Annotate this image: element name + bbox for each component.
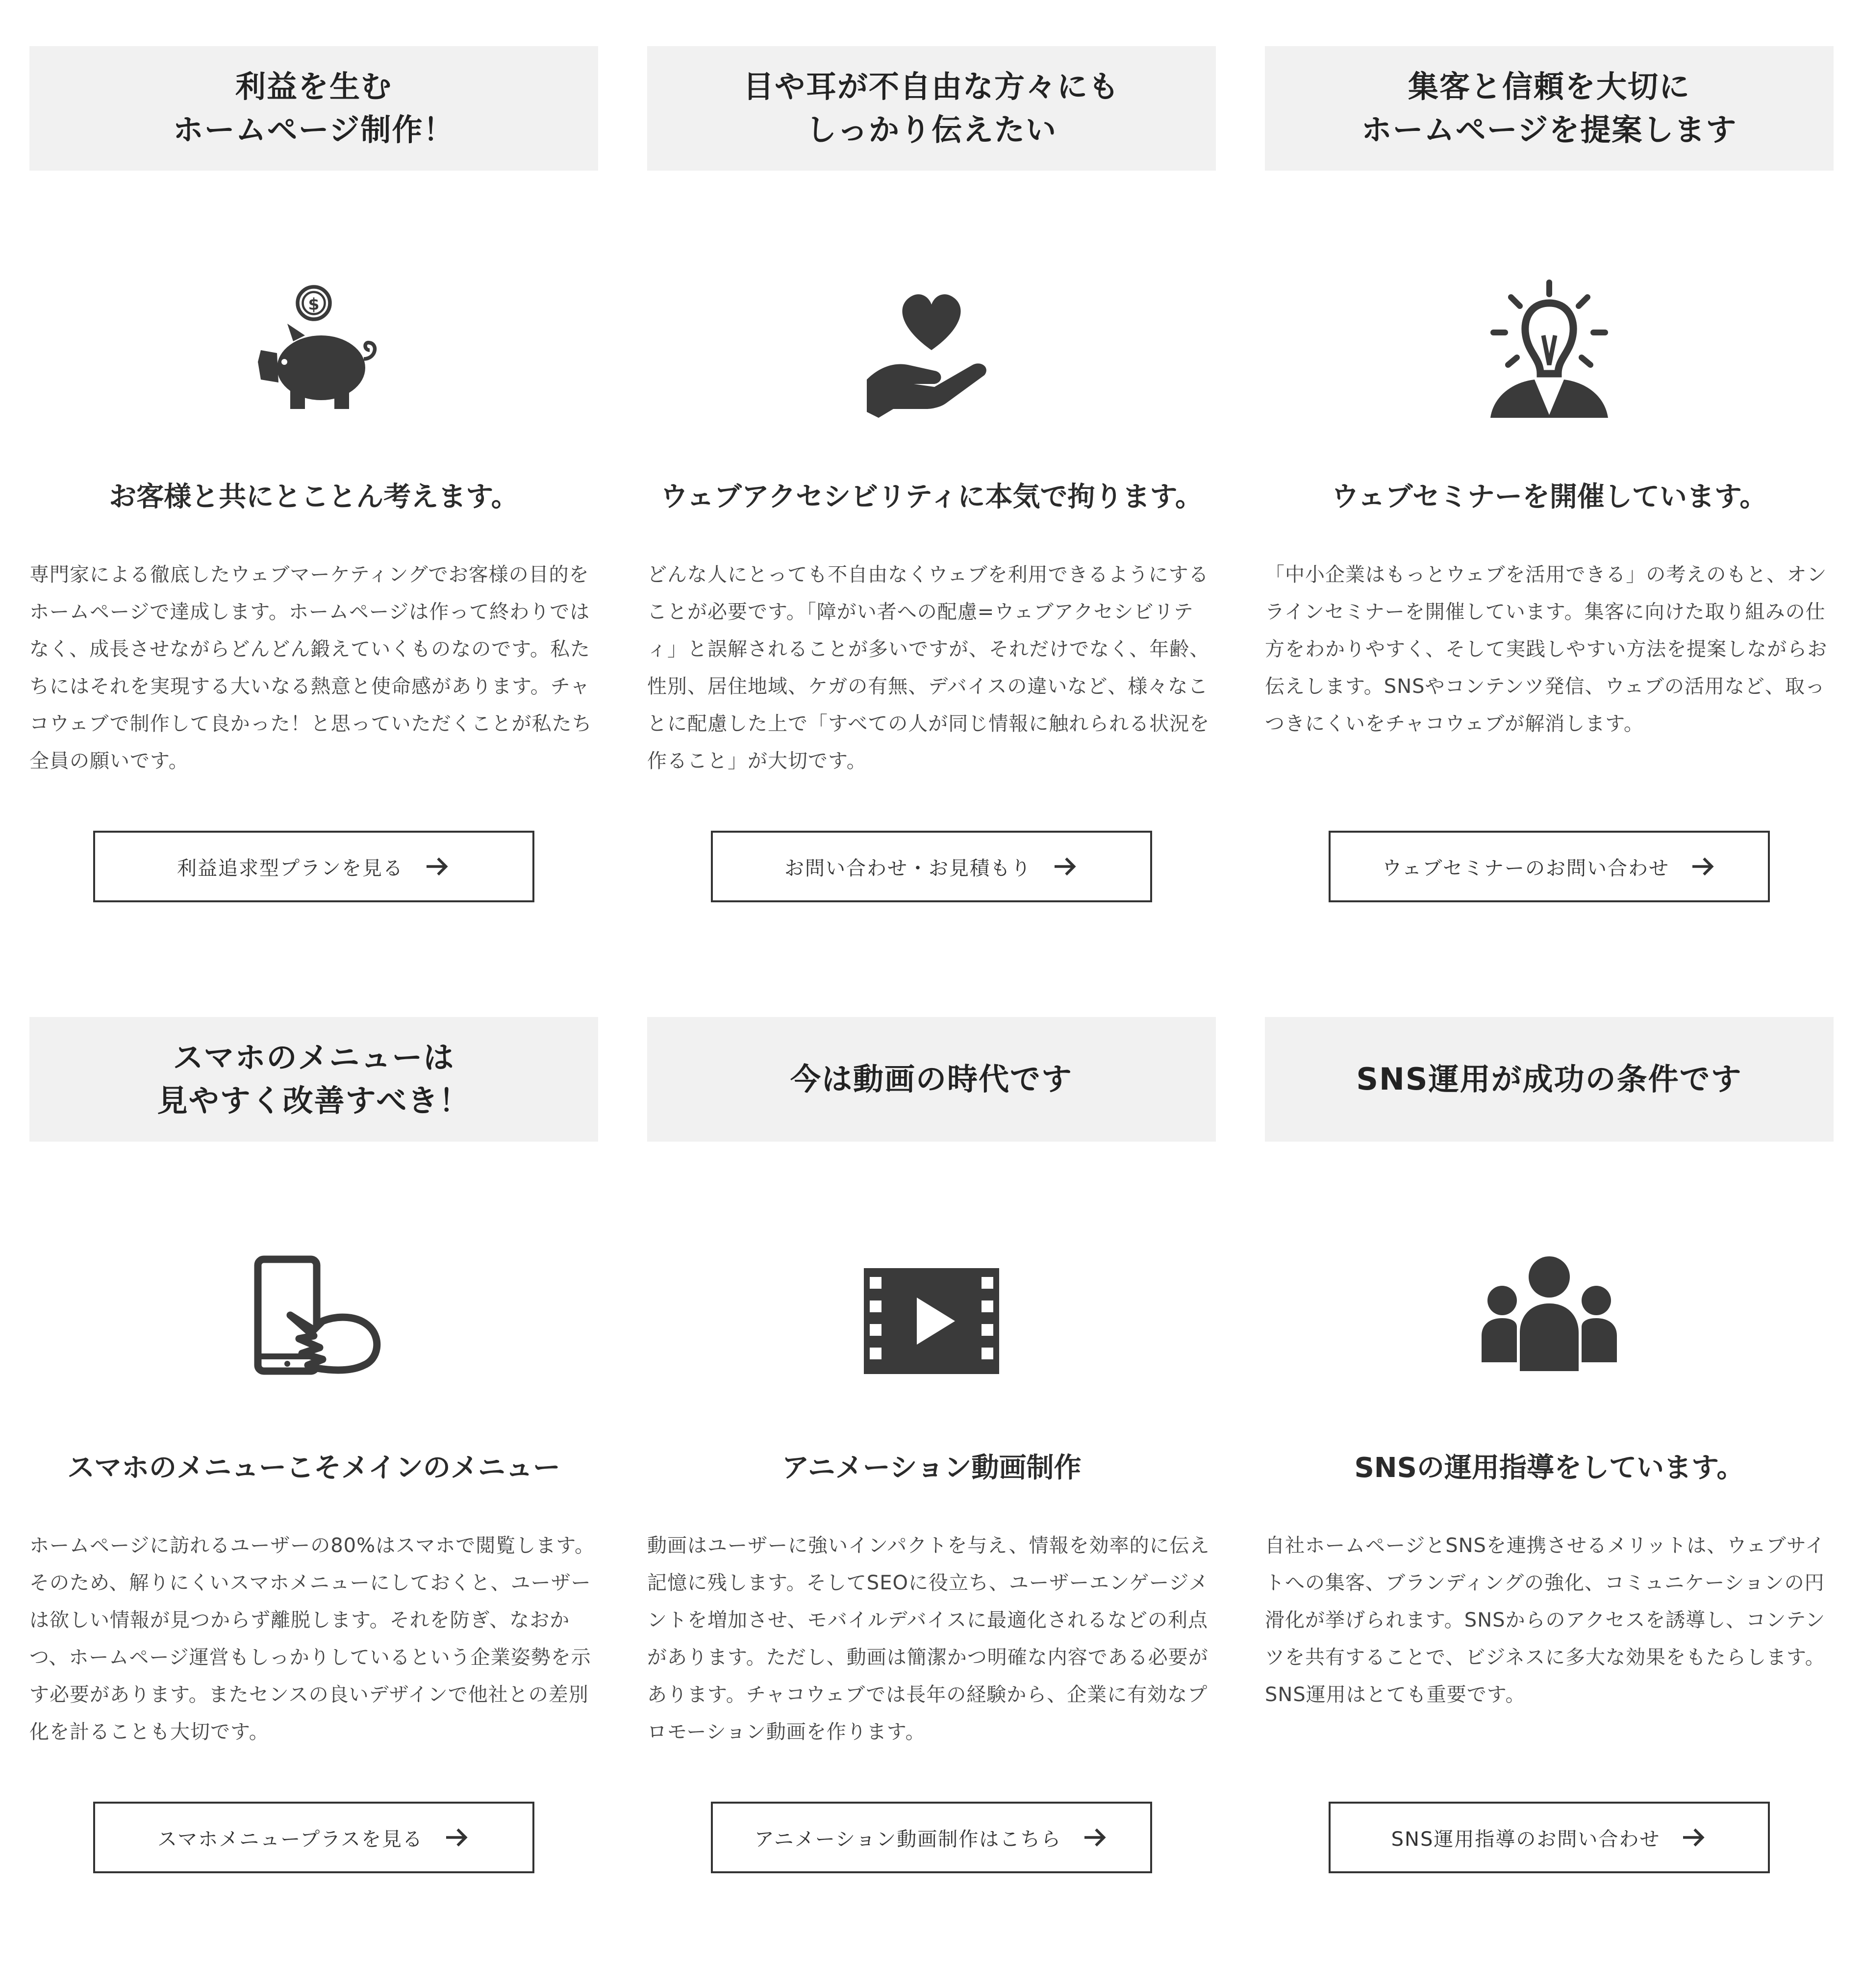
- arrow-right-icon: [1051, 853, 1079, 880]
- card-header: [647, 1017, 1216, 1142]
- card-body-text: 動画はユーザーに強いインパクトを与え、情報を効率的に伝え記憶に残します。そしてSEOに役立ち、ユーザーエンゲージメントを増加させ、モバイルデバイスに最適化されるなどの利点があります。ただし、動画は簡潔かつ明確な内容である必要があります。チャコウェブでは長年の経験から、企業に有効なプロモーション動画を作ります。: [647, 1534, 1210, 1743]
- video-film-icon: [833, 1223, 1030, 1419]
- animation-video-button[interactable]: [711, 1802, 1152, 1873]
- arrow-right-icon: [1689, 853, 1716, 880]
- contact-estimate-button[interactable]: [711, 831, 1152, 902]
- card-heading: 集客と信頼を大切に ホームページを提案します: [1361, 69, 1737, 148]
- arrow-right-icon: [1081, 1824, 1108, 1851]
- button-label: スマホメニュープラスを見る: [157, 1828, 423, 1851]
- button-label: アニメーション動画制作はこちら: [754, 1828, 1062, 1851]
- piggy-bank-icon: [216, 252, 412, 448]
- feature-card-webinar: [1265, 46, 1834, 1017]
- card-body-text: 「中小企業はもっとウェブを活用できる」の考えのもと、オンラインセミナーを開催しています。集客に向けた取り組みの仕方をわかりやすく、そして実践しやすい方法を提案しながらお伝えします。SNSやコンテンツ発信、ウェブの活用など、取っつきにくいをチャコウェブが解消します。: [1265, 563, 1828, 735]
- feature-card-accessibility: [647, 46, 1216, 1017]
- smartphone-menu-plus-button[interactable]: [93, 1802, 534, 1873]
- webinar-contact-button[interactable]: [1329, 831, 1770, 902]
- card-heading: 目や耳が不自由な方々にも しっかり伝えたい: [743, 69, 1120, 148]
- arrow-right-icon: [423, 853, 451, 880]
- card-heading: スマホのメニューは 見やすく改善すべき！: [157, 1040, 471, 1119]
- sns-guidance-button[interactable]: [1329, 1802, 1770, 1873]
- card-heading: 今は動画の時代です: [790, 1061, 1073, 1097]
- card-header: [29, 1017, 598, 1142]
- card-subheading: お客様と共にとことん考えます。: [109, 481, 519, 513]
- card-body-text: 専門家による徹底したウェブマーケティングでお客様の目的をホームページで達成します。ホームページは作って終わりではなく、成長させながらどんどん鍛えていくものなのです。私たちにはそれを実現する大いなる熱意と使命感があります。チャコウェブで制作して良かった！と思っていただくことが私たち全員の願いです。: [29, 563, 592, 772]
- card-heading: 利益を生む ホームページ制作！: [173, 69, 455, 148]
- arrow-right-icon: [443, 1824, 470, 1851]
- feature-card-video: [647, 1017, 1216, 1988]
- feature-card-sns: [1265, 1017, 1834, 1988]
- card-body-text: どんな人にとっても不自由なくウェブを利用できるようにすることが必要です。「障がい者への配慮=ウェブアクセシビリティ」と誤解されることが多いですが、それだけでなく、年齢、性別、居住地域、ケガの有無、デバイスの違いなど、様々なことに配慮した上で「すべての人が同じ情報に触れられる状況を作ること」が大切です。: [647, 563, 1210, 772]
- feature-card-profit: [29, 46, 598, 1017]
- card-header: [1265, 1017, 1834, 1142]
- arrow-right-icon: [1680, 1824, 1707, 1851]
- card-header: [647, 46, 1216, 171]
- card-header: [29, 46, 598, 171]
- svg-text:$: $: [308, 294, 320, 314]
- card-header: [1265, 46, 1834, 171]
- heart-hand-icon: [833, 252, 1030, 448]
- profit-plan-button[interactable]: [93, 831, 534, 902]
- card-subheading: SNSの運用指導をしています。: [1354, 1452, 1744, 1484]
- card-body-text: 自社ホームページとSNSを連携させるメリットは、ウェブサイトへの集客、ブランディングの強化、コミュニケーションの円滑化が挙げられます。SNSからのアクセスを誘導し、コンテンツを共有することで、ビジネスに多大な効果をもたらします。SNS運用はとても重要です。: [1265, 1534, 1826, 1706]
- idea-person-icon: [1451, 252, 1647, 448]
- feature-card-smartphone-menu: [29, 1017, 598, 1988]
- card-body-text: ホームページに訪れるユーザーの80%はスマホで閲覧します。そのため、解りにくいスマホメニューにしておくと、ユーザーは欲しい情報が見つからず離脱します。それを防ぎ、なおかつ、ホームページ運営もしっかりしているという企業姿勢を示す必要があります。またセンスの良いデザインで他社との差別化を計ることも大切です。: [29, 1534, 595, 1743]
- button-label: SNS運用指導のお問い合わせ: [1391, 1828, 1661, 1851]
- button-label: お問い合わせ・お見積もり: [784, 857, 1032, 880]
- button-label: ウェブセミナーのお問い合わせ: [1382, 857, 1669, 880]
- card-heading: SNS運用が成功の条件です: [1356, 1061, 1742, 1097]
- button-label: 利益追求型プランを見る: [177, 857, 403, 880]
- card-subheading: ウェブセミナーを開催しています。: [1331, 481, 1767, 513]
- card-subheading: ウェブアクセシビリティに本気で拘ります。: [660, 481, 1203, 513]
- smartphone-tap-icon: [216, 1223, 412, 1419]
- people-group-icon: [1451, 1223, 1647, 1419]
- card-subheading: スマホのメニューこそメインのメニュー: [67, 1452, 560, 1484]
- card-subheading: アニメーション動画制作: [781, 1452, 1082, 1484]
